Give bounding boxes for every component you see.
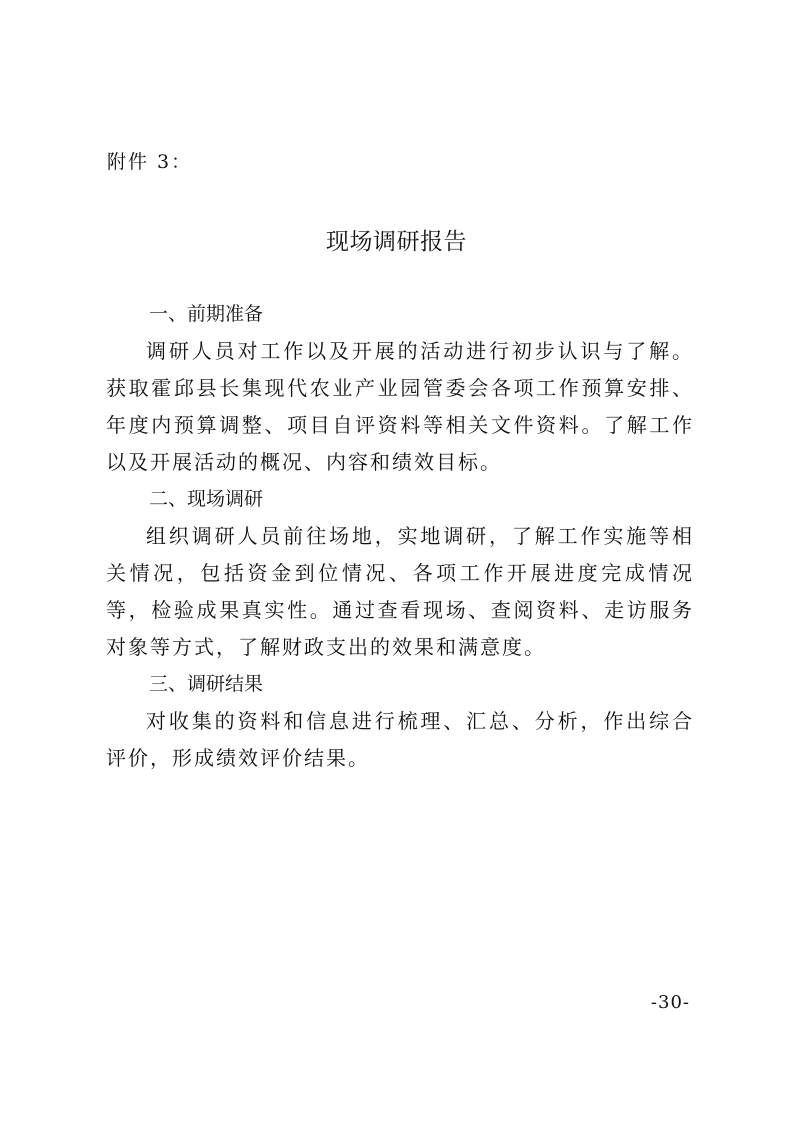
section-heading: 三、调研结果 — [149, 673, 264, 695]
document-body — [106, 296, 694, 777]
page-number: -30- — [650, 992, 690, 1013]
section-results — [106, 666, 694, 777]
section-heading: 一、前期准备 — [149, 303, 264, 325]
section-paragraph: 调研人员对工作以及开展的活动进行初步认识与了解。获取霍邱县长集现代农业产业园管委会各项工作预算安排、年度内预算调整、项目自评资料等相关文件资料。了解工作以及开展活动的概况、内容和绩效目标。 — [106, 339, 694, 474]
section-heading: 二、现场调研 — [149, 488, 264, 510]
section-paragraph: 对收集的资料和信息进行梳理、汇总、分析，作出综合评价，形成绩效评价结果。 — [106, 709, 694, 770]
document-title: 现场调研报告 — [326, 229, 467, 255]
section-preparation — [106, 296, 694, 481]
attachment-label: 附件 3： — [107, 151, 193, 173]
section-field-research — [106, 481, 694, 666]
section-paragraph: 组织调研人员前往场地，实地调研，了解工作实施等相关情况，包括资金到位情况、各项工作开展进度完成情况等，检验成果真实性。通过查看现场、查阅资料、走访服务对象等方式，了解财政支出的效果和满意度。 — [106, 524, 694, 659]
